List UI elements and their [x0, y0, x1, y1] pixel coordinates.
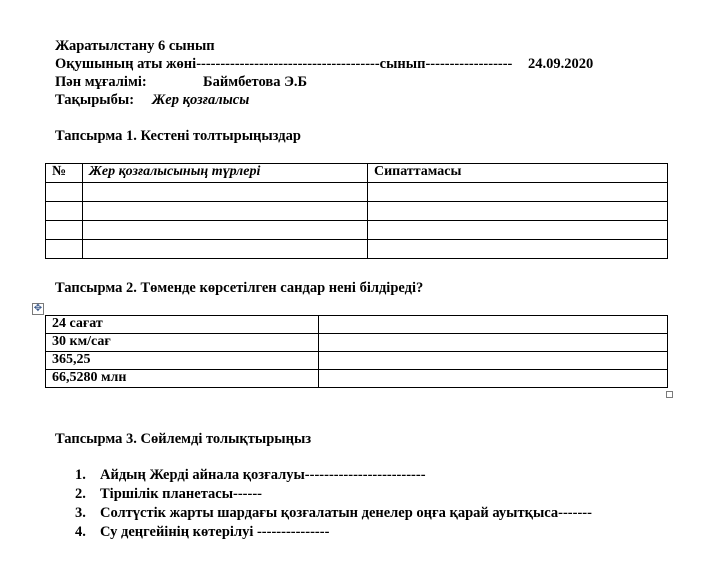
table-cell[interactable] [46, 183, 83, 202]
list-number: 1. [75, 467, 86, 483]
table-row [46, 334, 668, 352]
table-row [46, 202, 668, 221]
table-row [46, 370, 668, 388]
table-cell[interactable] [83, 202, 368, 221]
table-cell[interactable] [368, 202, 668, 221]
table-header-row [46, 164, 668, 183]
list-item [55, 485, 592, 504]
list-number: 4. [75, 524, 86, 540]
date: 24.09.2020 [528, 56, 594, 72]
task2-table [45, 315, 668, 388]
subject-line: Жаратылстану 6 сынып [55, 38, 215, 54]
value-cell: 24 сағат [46, 316, 319, 334]
table-cell[interactable] [83, 183, 368, 202]
student-line: Оқушының аты жөні--------------------------------------сынып------------------ [55, 56, 513, 72]
list-number: 2. [75, 486, 86, 502]
task1-table [45, 163, 668, 259]
topic-label: Тақырыбы: [55, 92, 135, 108]
list-text: Солтүстік жарты шардағы қозғалатын денелер оңға қарай ауытқыса------- [100, 505, 592, 521]
table-cell[interactable] [46, 240, 83, 259]
list-number: 3. [75, 505, 86, 521]
column-header-description: Сипаттамасы [368, 164, 668, 183]
move-handle-icon[interactable]: ✥ [33, 303, 43, 314]
answer-cell[interactable] [319, 352, 668, 370]
answer-cell[interactable] [319, 370, 668, 388]
teacher-label: Пән мұғалімі: [55, 74, 147, 90]
list-text: Айдың Жерді айнала қозғалуы------------------------- [100, 467, 426, 483]
list-text: Тіршілік планетасы------ [100, 486, 262, 502]
table-cell[interactable] [46, 221, 83, 240]
teacher-name: Баймбетова Э.Б [203, 74, 308, 90]
column-header-types: Жер қозғалысының түрлері [83, 164, 368, 183]
sentence-list [55, 466, 592, 542]
list-text: Су деңгейінің көтерілуі --------------- [100, 524, 330, 540]
answer-cell[interactable] [319, 334, 668, 352]
task2-title: Тапсырма 2. Төменде көрсетілген сандар нені білдіреді? [55, 280, 424, 296]
table-cell[interactable] [83, 240, 368, 259]
value-cell: 365,25 [46, 352, 319, 370]
table-cell[interactable] [368, 183, 668, 202]
table-cell[interactable] [368, 240, 668, 259]
table-cell[interactable] [46, 202, 83, 221]
table-row [46, 183, 668, 202]
list-item [55, 523, 592, 542]
topic-value: Жер қозғалысы [152, 92, 250, 108]
value-cell: 30 км/сағ [46, 334, 319, 352]
table-row [46, 352, 668, 370]
table-row [46, 221, 668, 240]
table-cell[interactable] [368, 221, 668, 240]
table-cell[interactable] [83, 221, 368, 240]
value-cell: 66,5280 млн [46, 370, 319, 388]
answer-cell[interactable] [319, 316, 668, 334]
task1-title: Тапсырма 1. Кестені толтырыңыздар [55, 128, 301, 144]
resize-handle-icon[interactable] [666, 391, 673, 398]
task3-title: Тапсырма 3. Сөйлемді толықтырыңыз [55, 431, 312, 447]
column-header-number: № [46, 164, 83, 183]
list-item [55, 504, 592, 523]
table-row [46, 240, 668, 259]
table-row [46, 316, 668, 334]
list-item [55, 466, 592, 485]
